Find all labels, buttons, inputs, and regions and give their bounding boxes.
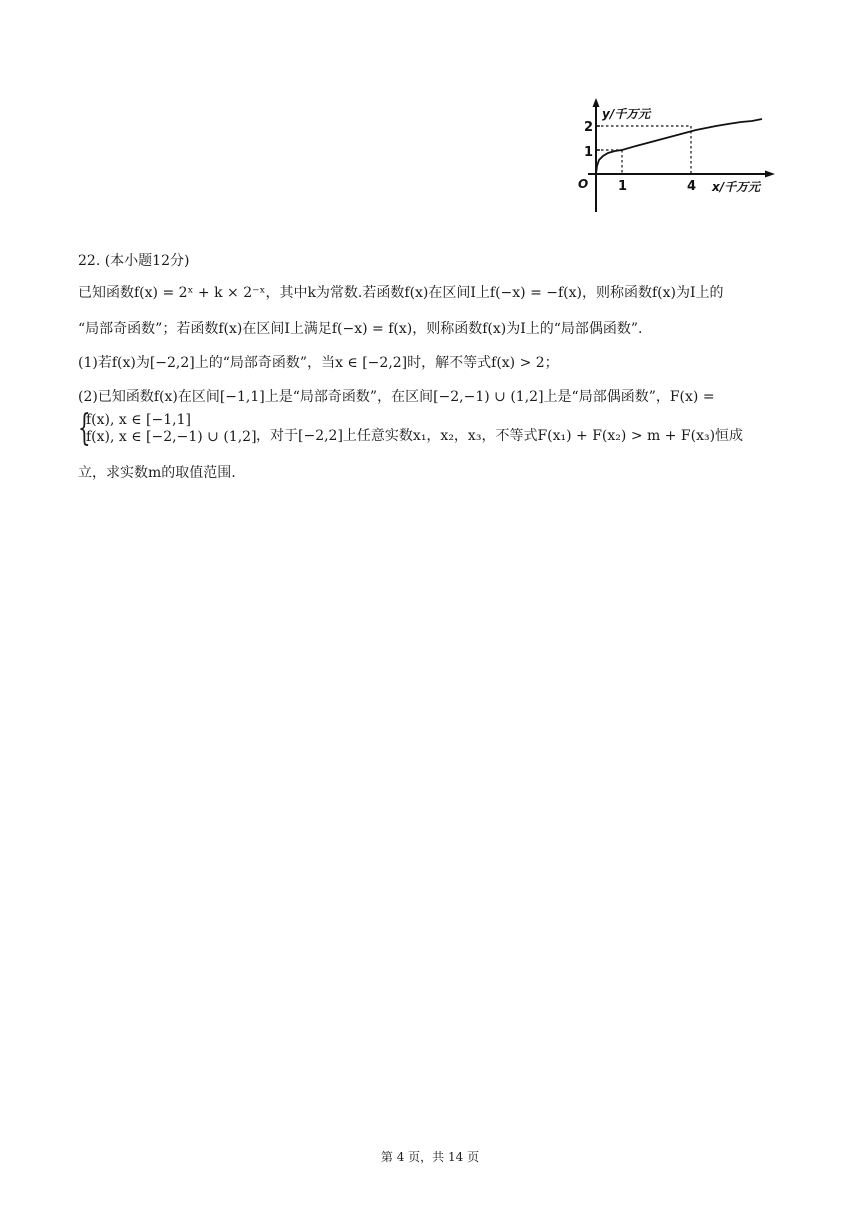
x-tick-4: 4	[687, 179, 697, 194]
question-line-2: “局部奇函数”；若函数f(x)在区间I上满足f(−x) = f(x)，则称函数f(x)为I上的“局部偶函数”.	[78, 321, 643, 337]
question-title: 22. (本小题12分)	[78, 253, 190, 269]
y-tick-1: 1	[584, 145, 594, 160]
y-tick-2: 2	[584, 120, 594, 135]
question-line-1: 已知函数f(x) = 2ˣ + k × 2⁻ˣ，其中k为常数.若函数f(x)在区间I上f(−x) = −f(x)，则称函数f(x)为I上的	[78, 285, 724, 301]
piecewise-definition	[78, 408, 257, 449]
question-line-5: ，对于[−2,2]上任意实数x₁，x₂，x₃，不等式F(x₁) + F(x₂) > m + F(x₃)恒成	[256, 428, 744, 444]
question-line-6: 立，求实数m的取值范围.	[78, 465, 236, 481]
growth-curve	[596, 119, 762, 174]
question-line-3: (1)若f(x)为[−2,2]上的“局部奇函数”，当x ∈ [−2,2]时，解不等式f(x) > 2；	[78, 355, 559, 371]
piecewise-row-2: f(x), x ∈ [−2,−1) ∪ (1,2]	[86, 429, 257, 445]
y-axis-label: y/千万元	[602, 107, 651, 121]
origin-label: O	[578, 177, 589, 191]
piecewise-row-1: f(x), x ∈ [−1,1]	[86, 412, 191, 428]
x-axis-label: x/千万元	[712, 180, 761, 194]
question-line-4: (2)已知函数f(x)在区间[−1,1]上是“局部奇函数”，在区间[−2,−1) ∪ (1,2]上是“局部偶函数”，F(x) =	[78, 389, 715, 405]
brace-symbol: {	[78, 408, 91, 449]
graph-figure	[566, 96, 780, 216]
page-footer: 第 4 页，共 14 页	[380, 1150, 480, 1164]
x-tick-1: 1	[618, 179, 628, 194]
